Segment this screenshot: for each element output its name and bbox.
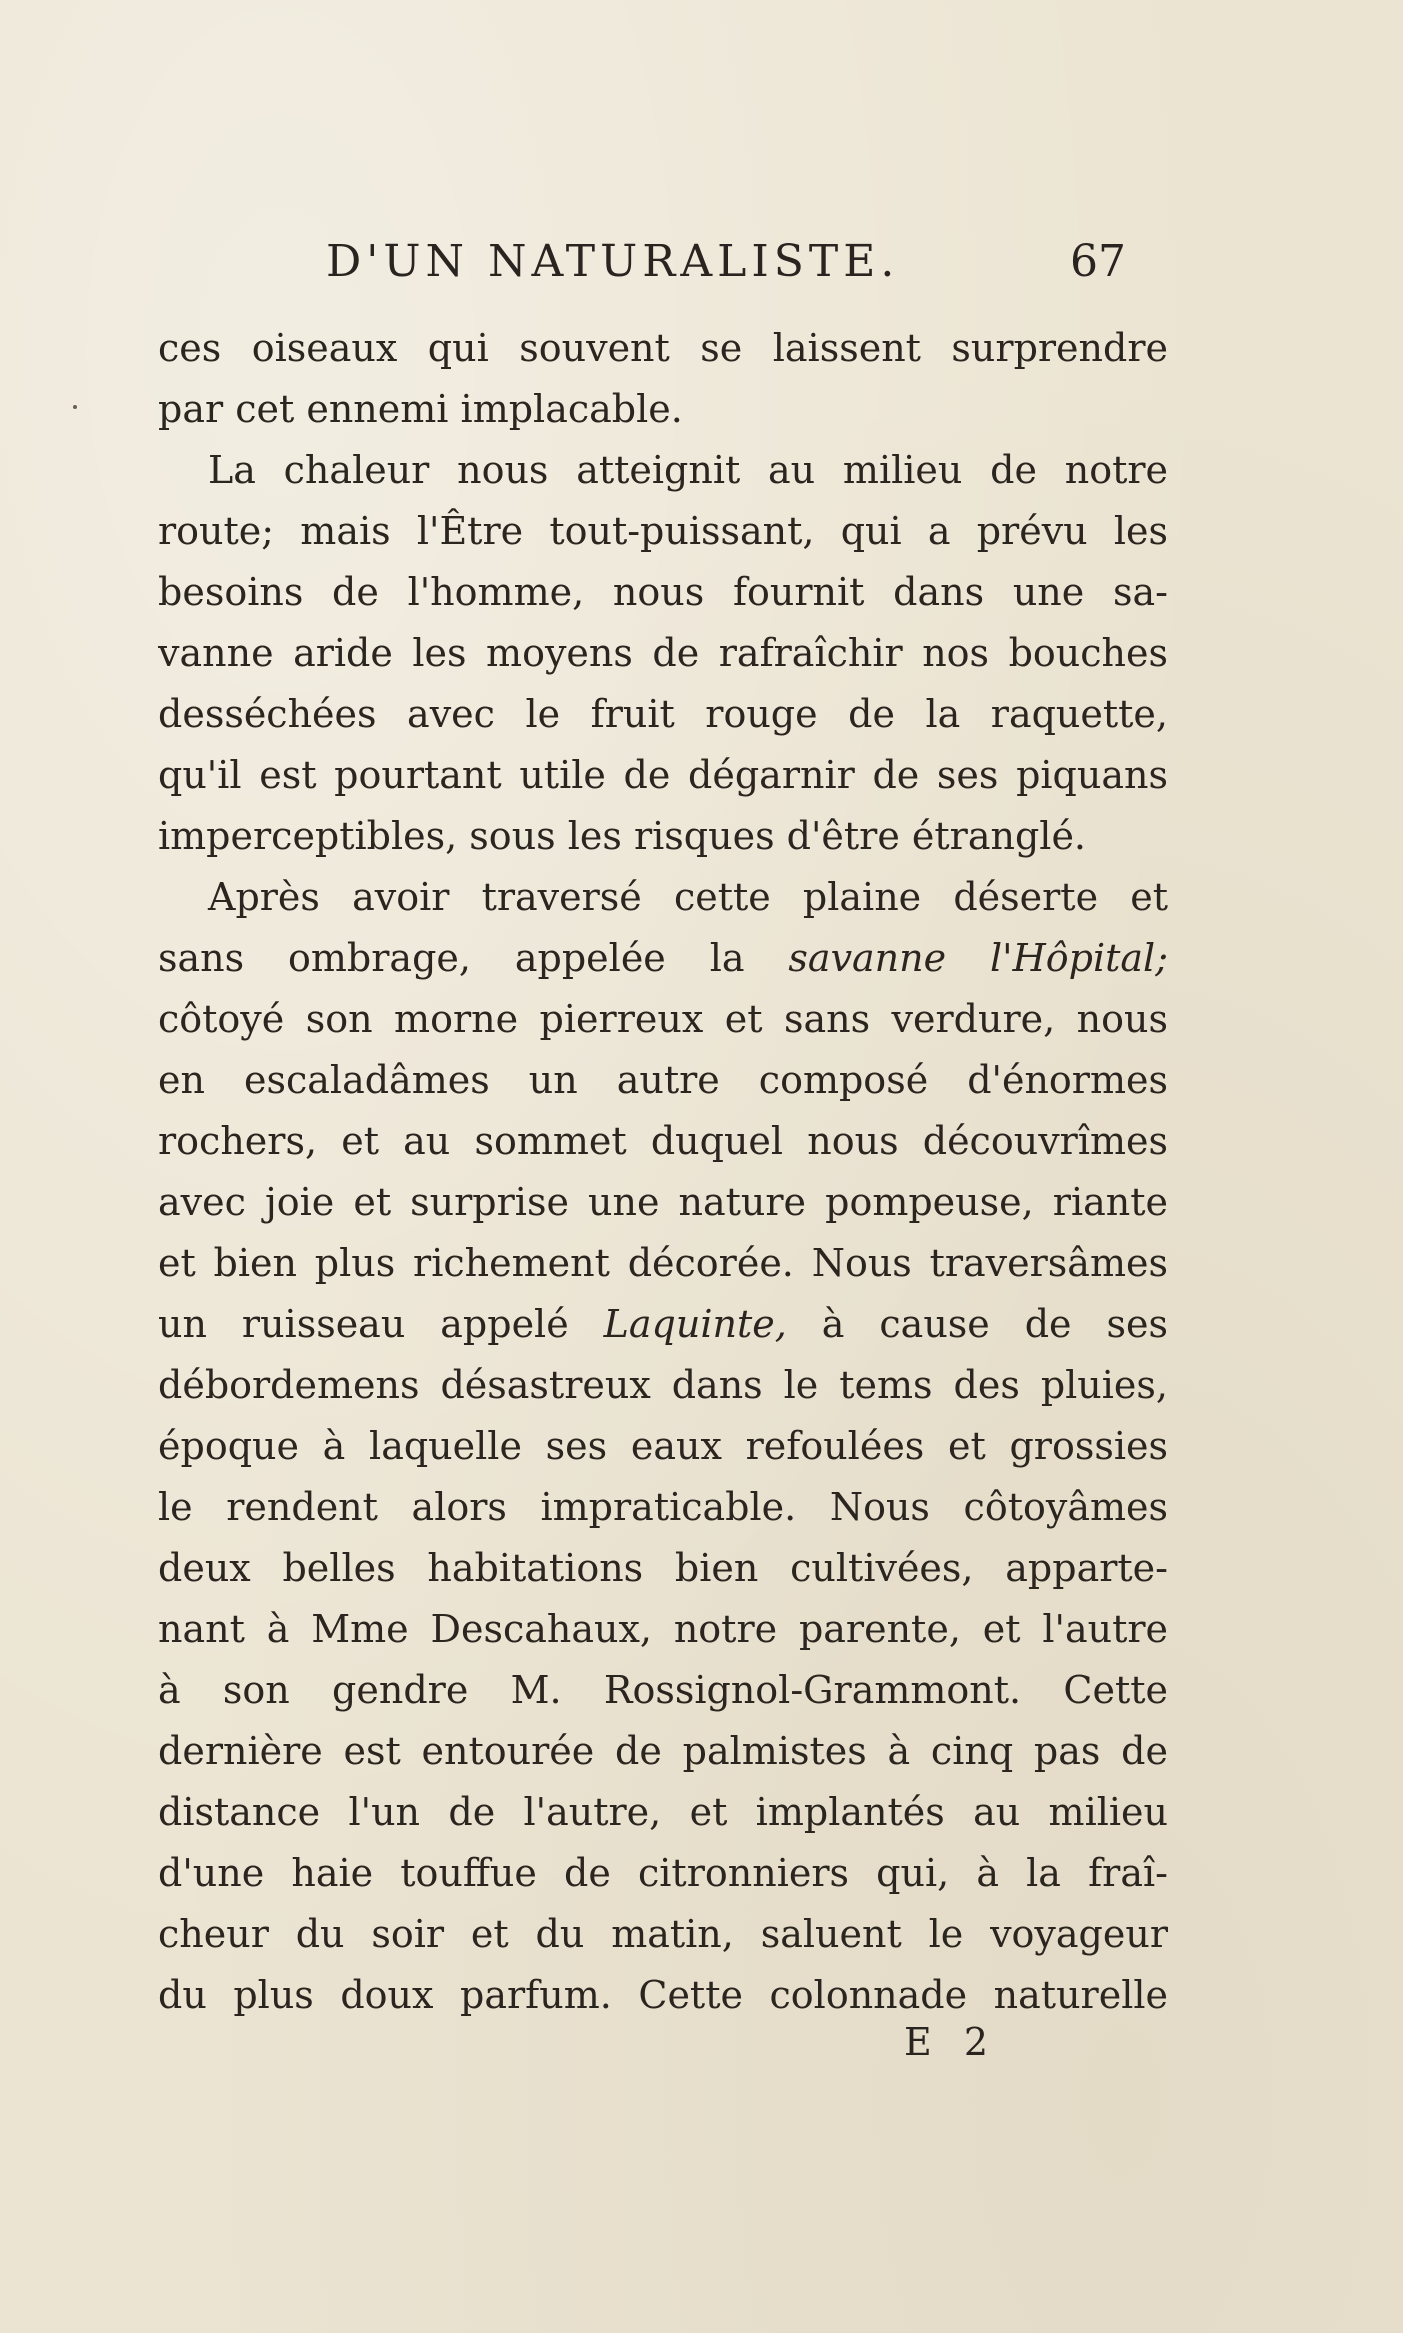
text-line: dernière est entourée de palmistes à cinq pas de [158, 1729, 1168, 1773]
text-line: Après avoir traversé cette plaine déserte et [208, 875, 1168, 919]
text-line-with-italic [158, 928, 1168, 989]
page-header [326, 236, 1126, 296]
text-line: avec joie et surprise une nature pompeuse, riante [158, 1180, 1168, 1224]
text-line: deux belles habitations bien cultivées, apparte- [158, 1546, 1168, 1590]
text-line: qu'il est pourtant utile de dégarnir de ses piquans [158, 753, 1168, 797]
body-text [158, 318, 1168, 2026]
text-line: à son gendre M. Rossignol-Grammont. Cette [158, 1668, 1168, 1712]
text-line: et bien plus richement décorée. Nous traversâmes [158, 1241, 1168, 1285]
margin-mark [73, 405, 77, 409]
text-line-with-italic [158, 1294, 1168, 1355]
signature-mark: E 2 [904, 2020, 998, 2064]
text-line: distance l'un de l'autre, et implantés au milieu [158, 1790, 1168, 1834]
text-line: d'une haie touffue de citronniers qui, à la fraî- [158, 1851, 1168, 1895]
text-segment: sans ombrage, appelée la [158, 936, 789, 980]
text-line: route; mais l'Être tout-puissant, qui a prévu les [158, 509, 1168, 553]
text-segment: un ruisseau appelé [158, 1302, 604, 1346]
text-line: époque à laquelle ses eaux refoulées et grossies [158, 1424, 1168, 1468]
text-segment: à cause de ses [786, 1302, 1168, 1346]
text-line: imperceptibles, sous les risques d'être étranglé. [158, 814, 1087, 858]
running-title: D'UN NATURALISTE. [326, 236, 900, 287]
text-line: en escaladâmes un autre composé d'énormes [158, 1058, 1168, 1102]
text-line: le rendent alors impraticable. Nous côtoyâmes [158, 1485, 1168, 1529]
text-line: débordemens désastreux dans le tems des pluies, [158, 1363, 1168, 1407]
text-line: ces oiseaux qui souvent se laissent surprendre [158, 326, 1168, 370]
italic-place-name: savanne l'Hôpital; [788, 936, 1168, 980]
text-line: La chaleur nous atteignit au milieu de notre [208, 448, 1168, 492]
text-line: besoins de l'homme, nous fournit dans une sa- [158, 570, 1168, 614]
text-line: cheur du soir et du matin, saluent le voyageur [158, 1912, 1168, 1956]
text-line: du plus doux parfum. Cette colonnade naturelle [158, 1973, 1168, 2017]
italic-place-name: Laquinte, [603, 1302, 787, 1346]
text-line: vanne aride les moyens de rafraîchir nos bouches [158, 631, 1168, 675]
text-line: nant à Mme Descahaux, notre parente, et l'autre [158, 1607, 1168, 1651]
text-line: par cet ennemi implacable. [158, 387, 683, 431]
page-number: 67 [1070, 236, 1126, 287]
text-line: rochers, et au sommet duquel nous découvrîmes [158, 1119, 1168, 1163]
text-line: desséchées avec le fruit rouge de la raquette, [158, 692, 1168, 736]
text-line: côtoyé son morne pierreux et sans verdure, nous [158, 997, 1168, 1041]
